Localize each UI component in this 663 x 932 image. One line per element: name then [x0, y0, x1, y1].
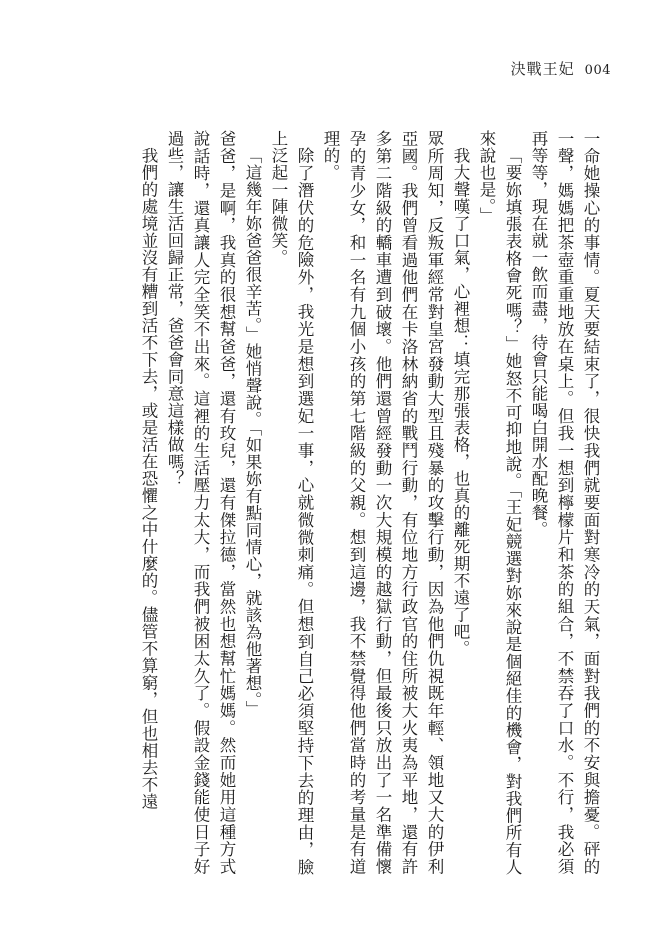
page-number: 004	[584, 63, 611, 78]
paragraph: 一命她操心的事情。夏天要結束了，很快我們就要面對寒冷的天氣，面對我們的不安與擔憂。砰的一聲，媽媽把茶壺重重地放在桌上。但我一想到檸檬片和茶的組合，不禁吞了口水。不行，我必須再等等，現在就一飲而盡，待會只能喝白開水配晚餐。	[529, 130, 600, 875]
paragraph: 「要妳填張表格會死嗎？」她怒不可抑地說。「王妃競選對妳來說是個絕佳的機會，對我們所有人來說也是。」	[477, 130, 522, 875]
paragraph: 眾所周知，反叛軍經常對皇宮發動大型且殘暴的攻擊行動，因為他們仇視既年輕、領地又大的伊利亞國。我們曾看過他們在卡洛林納省的戰鬥行動，有位地方行政官的住所被大火夷為平地，還有許多第二階級的轎車遭到破壞。他們還曾經發動一次大規模的越獄行動，但最後只放出了一名準備懷孕的青少女，和一名有九個小孩的第七階級的父親。想到這邊，我不禁覺得他們當時的考量是有道理的。	[321, 130, 444, 875]
paragraph: 「這幾年妳爸爸很辛苦。」她悄聲說。「如果妳有點同情心，就該為他著想。」	[243, 146, 262, 717]
book-title: 決戰王妃	[510, 60, 575, 78]
paragraph: 爸爸，是啊，我真的很想幫爸爸，還有玫兒，還有傑拉德，當然也想幫忙媽媽。然而她用這種方式說話時，還真讓人完全笑不出來。這裡的生活壓力太大，而我們被困太久了。假設金錢能使日子好過些，讓生活回歸正常，爸爸會同意這樣做嗎？	[165, 130, 236, 875]
paragraph: 我們的處境並沒有糟到活不下去，或是活在恐懼之中什麼的。儘管不算窮，但也相去不遠	[139, 146, 158, 810]
body-text	[53, 130, 603, 875]
paragraph: 除了潛伏的危險外，我光是想到選妃一事，心就微微刺痛。但想到自己必須堅持下去的理由，臉上泛起一陣微笑。	[269, 130, 314, 875]
paragraph: 我大聲嘆了口氣，心裡想：填完那張表格，也真的離死期不遠了吧。	[451, 146, 470, 657]
running-header	[511, 58, 611, 79]
